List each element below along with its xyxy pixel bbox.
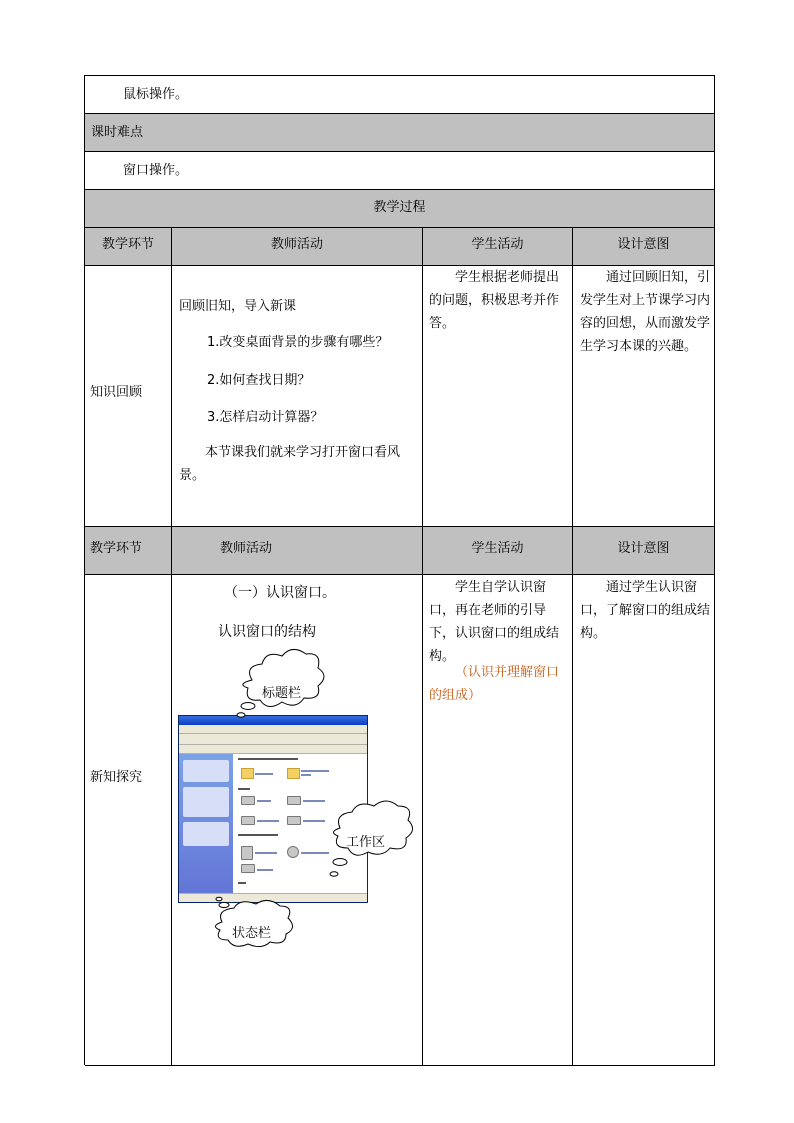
stage-review: 知识回顾	[90, 385, 143, 400]
header-stage: 教学环节	[101, 237, 154, 252]
header2-student: 学生活动	[471, 541, 524, 556]
explore-subtitle: 认识窗口的结构	[218, 624, 316, 640]
explore-title: （一）认识窗口。	[224, 585, 336, 601]
header-teacher: 教师活动	[270, 237, 323, 252]
review-intent: 通过回顾旧知，引发学生对上节课学习内容的回想，从而激发学生学习本课的兴趣。	[580, 270, 711, 354]
explore-student-activity: 学生自学认识窗口，再在老师的引导下，认识窗口的组成结构。	[429, 580, 560, 664]
header2-stage: 教学环节	[90, 541, 143, 556]
review-student-activity: 学生根据老师提出的问题，积极思考并作答。	[429, 270, 560, 331]
callout-title-bar-label: 标题栏	[262, 686, 302, 701]
key-points-text: 鼠标操作。	[123, 87, 189, 102]
header-student: 学生活动	[471, 237, 524, 252]
callout-work-area-label: 工作区	[346, 835, 386, 850]
header-intent: 设计意图	[617, 237, 670, 252]
process-heading: 教学过程	[373, 200, 426, 215]
explore-student-note: （认识并理解窗口的组成）	[429, 665, 560, 703]
review-title: 回顾旧知，导入新课	[179, 299, 297, 314]
difficulty-heading: 课时难点	[91, 125, 144, 140]
difficulty-text: 窗口操作。	[123, 163, 189, 178]
stage-explore: 新知探究	[90, 770, 143, 785]
review-question-1: 1.改变桌面背景的步骤有哪些？	[207, 335, 389, 350]
review-question-3: 3.怎样启动计算器？	[207, 410, 324, 425]
review-question-2: 2.如何查找日期？	[207, 373, 311, 388]
header2-teacher: 教师活动	[220, 541, 273, 556]
review-intro: 本节课我们就来学习打开窗口看风景。	[179, 445, 401, 483]
explore-intent: 通过学生认识窗口，了解窗口的组成结构。	[580, 580, 711, 641]
header2-intent: 设计意图	[617, 541, 670, 556]
callout-status-bar-label: 状态栏	[232, 926, 272, 941]
